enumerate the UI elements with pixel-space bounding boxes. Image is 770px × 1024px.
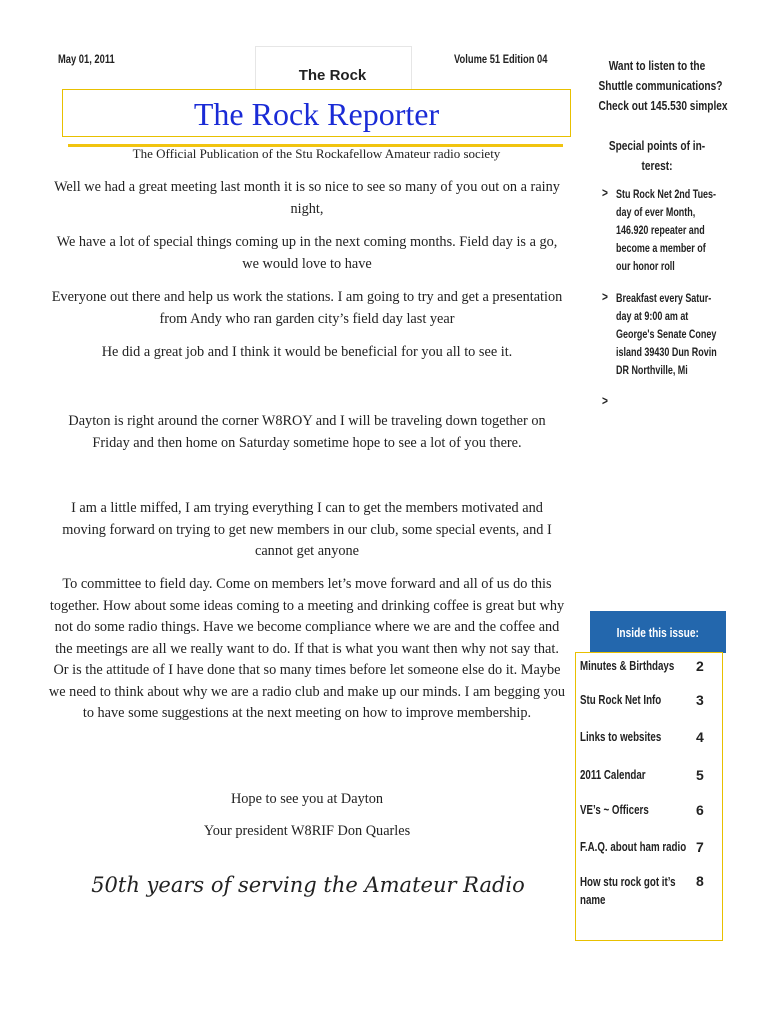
body-paragraph: Dayton is right around the corner W8ROY and I will be traveling down together on Friday and then home on Saturday sometime hope to see a lot of you there. (68, 413, 546, 451)
toc-item-page: 4 (696, 729, 704, 745)
body-paragraph: Well we had a great meeting last month it is so nice to see so many of you out on a rainy night, (54, 179, 560, 217)
bullet-line: day at 9:00 am at (616, 311, 689, 323)
bullet-line: day of ever Month, (616, 207, 696, 219)
signature-line: Your president W8RIF Don Quarles (203, 823, 411, 839)
listen-line: Check out 145.530 simplex (598, 98, 728, 113)
bullet-line: Stu Rock Net 2nd Tues- (616, 189, 717, 201)
bullet-arrow-icon: > (602, 289, 608, 304)
bullet-line: our honor roll (616, 261, 675, 273)
bullet-item (616, 290, 725, 380)
bullet-line: George's Senate Coney (616, 329, 717, 341)
heading-line: Special points of in- (608, 138, 706, 153)
bullet-arrow-icon: > (602, 185, 608, 200)
toc-item-label[interactable]: VE’s ~ Officers (580, 803, 649, 817)
toc-item-page: 8 (696, 873, 704, 889)
toc-item-page: 3 (696, 692, 704, 708)
listen-callout (582, 56, 732, 116)
body-paragraph: Everyone out there and help us work the stations. I am going to try and get a presentation from Andy who ran garden city’s field day last year (51, 289, 563, 327)
special-points-heading (582, 136, 732, 176)
heading-line: terest: (641, 158, 673, 173)
toc-item-label[interactable]: Minutes & Birthdays (580, 659, 675, 673)
newsletter-title: The Rock Reporter (193, 96, 440, 132)
volume-edition: Volume 51 Edition 04 (454, 52, 548, 66)
toc-item-label[interactable]: 2011 Calendar (580, 768, 646, 782)
toc-item-label[interactable]: F.A.Q. about ham radio (580, 840, 687, 854)
toc-item-page: 2 (696, 658, 704, 674)
bullet-line: 146.920 repeater and (616, 225, 705, 237)
toc-item-page: 6 (696, 802, 704, 818)
body-paragraph: To committee to field day. Come on members let’s move forward and all of us do this together. How about some ideas coming to a meeting and drinking coffee is great but why not do some radio things. Have we become compliance where we are and the coffee and the meetings are all we really want to do. If that is what you want then why not say that. Or is the attitude of I have done that so many times before let someone else do it. Maybe we need to think about why we are a radio club and make up our minds. I am begging you to have some suggestions at the next meeting on how to improve membership. (48, 576, 566, 721)
anniversary-tagline: 50th years of serving the Amateur Radio (91, 873, 525, 897)
inside-issue-label: Inside this issue: (616, 624, 700, 640)
bullet-arrow-icon: > (602, 393, 608, 408)
toc-item-page: 5 (696, 767, 704, 783)
newsletter-subtitle: The Official Publication of the Stu Rockafellow Amateur radio society (132, 146, 501, 161)
bullet-line: Breakfast every Satur- (616, 293, 712, 305)
toc-item-page: 7 (696, 839, 704, 855)
bullet-line: DR Northville, Mi (616, 365, 688, 377)
closing-line: Hope to see you at Dayton (230, 791, 384, 807)
body-paragraph: I am a little miffed, I am trying everything I can to get the members motivated and moving forward on trying to get new members in our club, some special events, and I cannot get anyone (62, 500, 552, 559)
listen-line: Shuttle communications? (598, 78, 723, 93)
bullet-line: island 39430 Dun Rovin (616, 347, 717, 359)
issue-date: May 01, 2011 (58, 52, 115, 66)
body-paragraph: He did a great job and I think it would be beneficial for you all to see it. (101, 344, 513, 360)
listen-line: Want to listen to the (608, 58, 706, 73)
inside-issue-heading (590, 611, 726, 653)
bullet-line: become a member of (616, 243, 706, 255)
toc-item-label[interactable]: How stu rock got it’s name (580, 875, 676, 907)
body-paragraph: We have a lot of special things coming up in the next coming months. Field day is a go, we would love to have (56, 234, 558, 272)
bullet-item (616, 186, 725, 276)
toc-item-label[interactable]: Links to websites (580, 730, 662, 744)
toc-item-label[interactable]: Stu Rock Net Info (580, 693, 662, 707)
rock-label: The Rock (298, 67, 367, 84)
